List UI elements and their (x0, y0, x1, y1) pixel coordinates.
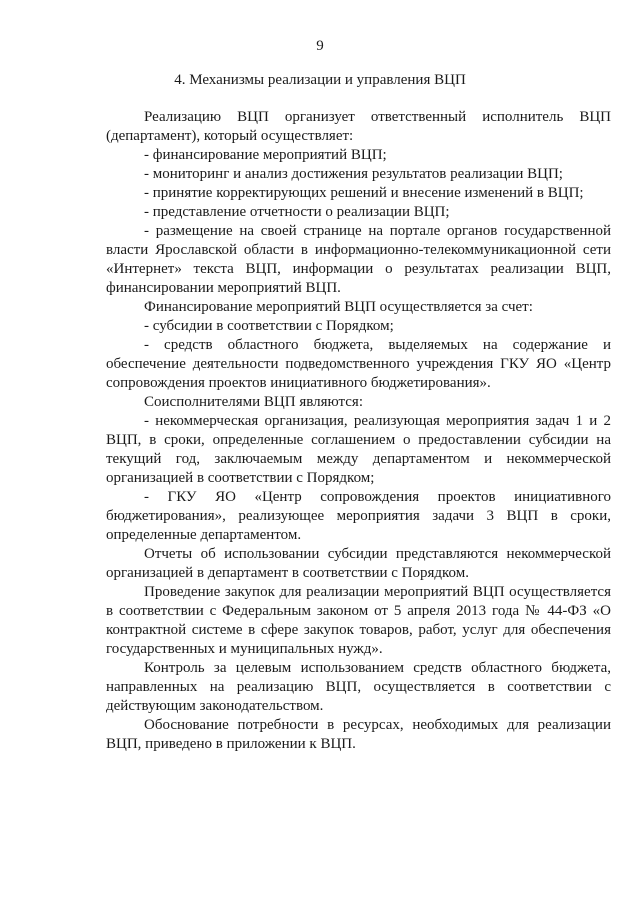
paragraph: Соисполнителями ВЦП являются: (144, 394, 363, 410)
list-item: - ГКУ ЯО «Центр сопровождения проектов инициативного бюджетирования», реализующее мероприятия задачи 3 ВЦП в сроки, определенные департаментом. (106, 489, 611, 543)
page-number: 9 (316, 38, 324, 54)
paragraph: Контроль за целевым использованием средств областного бюджета, направленных на реализацию ВЦП, осуществляется в соответствии с действующим законодательством. (106, 660, 611, 714)
list-item: - мониторинг и анализ достижения результатов реализации ВЦП; (144, 166, 563, 182)
list-item: - финансирование мероприятий ВЦП; (144, 147, 387, 163)
list-item: - представление отчетности о реализации ВЦП; (144, 204, 450, 220)
document-body (106, 108, 611, 754)
paragraph: Обоснование потребности в ресурсах, необходимых для реализации ВЦП, приведено в приложении к ВЦП. (106, 717, 611, 752)
paragraph: Проведение закупок для реализации мероприятий ВЦП осуществляется в соответствии с Федеральным законом от 5 апреля 2013 года № 44-ФЗ «О контрактной системе в сфере закупок товаров, работ, услуг для обеспечения государственных и муниципальных нужд». (106, 584, 611, 657)
section-heading: 4. Механизмы реализации и управления ВЦП (174, 72, 466, 88)
list-item: - некоммерческая организация, реализующая мероприятия задач 1 и 2 ВЦП, в сроки, определенные соглашением о предоставлении субсидии на текущий год, заключаемым между департаментом и некоммерческой организацией в соответствии с Порядком; (106, 413, 611, 486)
list-item: - средств областного бюджета, выделяемых на содержание и обеспечение деятельности подведомственного учреждения ГКУ ЯО «Центр сопровождения проектов инициативного бюджетирования». (106, 337, 611, 391)
paragraph: Отчеты об использовании субсидии представляются некоммерческой организацией в департамент в соответствии с Порядком. (106, 546, 611, 581)
list-item: - размещение на своей странице на портале органов государственной власти Ярославской области в информационно-телекоммуникационной сети «Интернет» текста ВЦП, информации о результатах реализации ВЦП, финансировании мероприятий ВЦП. (106, 223, 611, 296)
paragraph: Финансирование мероприятий ВЦП осуществляется за счет: (144, 299, 533, 315)
list-item: - принятие корректирующих решений и внесение изменений в ВЦП; (144, 185, 584, 201)
paragraph: Реализацию ВЦП организует ответственный исполнитель ВЦП (департамент), который осуществляет: (106, 109, 611, 144)
list-item: - субсидии в соответствии с Порядком; (144, 318, 394, 334)
